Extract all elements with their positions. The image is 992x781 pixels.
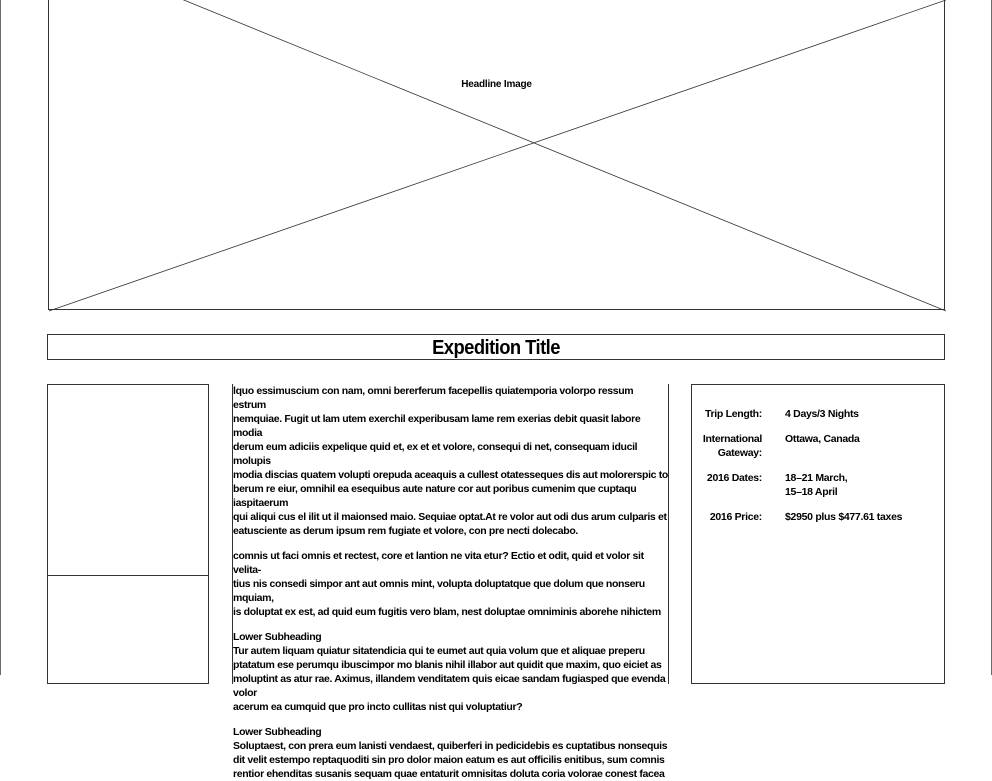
sidebar-divider: [48, 575, 208, 576]
info-label: 2016 Dates:: [706, 472, 762, 484]
body-paragraph: comnis ut faci omnis et rectest, core et lantion ne vita etur? Ectio et odit, quid et volor sit velita- tius nis consedi simpor ant aut omnis mint, volupta doluptatque que dolum que nonseru mquiam, is doluptat ex est, ad quid eum fugitis vero blam, nest doluptae omniminis aborehe nihictem: [233, 550, 661, 618]
body-paragraph: Tur autem liquam quiatur sitatendicia qui te eumet aut quia volum que et aliquae preperu ptatatum ese perumqu ibuscimpor mo blanis nihil illabor aut quidit que maxim, quo eiciet as moluptint as atur rae. Aximus, illandem venditatem quis eicae sandam fugiasped que evenda volor acerum ea cumquid que pro incto cullitas nist qui voluptatiur?: [233, 645, 666, 713]
dates-row: [692, 471, 944, 499]
trip-info-panel: [691, 384, 945, 684]
lower-subheading: Lower Subheading: [233, 726, 322, 738]
trip-length-row: [692, 407, 944, 421]
page-title: Expedition Title: [432, 337, 560, 359]
body-paragraph: lquo essimuscium con nam, omni bererferum facepellis quiatemporia volorpo ressum estrum nemquiae. Fugit ut lam utem exerchil experibusam lame rem exerias debit quasit labore modia derum eum adiciis expelique quid et, ex et et volore, consequi di net, consequam iducil molupis modia discias quatem volupti orepuda aceaquis a cullest otatesseques dis aut molorerspic to berum re eiur, omnihil ea esequibus aute nature cor aut poribus cumenim que cuptaqu iaspitaerum qui aliqui cus el ilit ut il maionsed maio. Sequiae optat.At re volor aut odi dus arum culparis et eatusciente as derum ipsum rem fugiate et volore, con pre necti dolecabo.: [233, 385, 668, 537]
body-paragraph: Soluptaest, con prera eum lanisti vendaest, quiberferi in pedicidebis es cuptatibus nonsequis dit velit estempo reptaquoditi sin pro dolor maion eatum es aut officilis enitibus, sum comnis rentior ehenditas susanis sequam quae entaturit omnisitas doluta coria volorae conest facea: [233, 740, 668, 780]
info-label: 2016 Price:: [709, 511, 762, 523]
info-label: Trip Length:: [704, 408, 762, 420]
left-sidebar-panel: [47, 384, 209, 684]
info-value: Ottawa, Canada: [785, 433, 860, 445]
expedition-title-bar: [47, 334, 945, 360]
gateway-row: [692, 432, 944, 460]
info-label: International Gateway:: [702, 433, 762, 459]
info-value: $2950 plus $477.61 taxes: [785, 511, 903, 523]
info-value: 18–21 March, 15–18 April: [785, 472, 848, 498]
placeholder-cross-icon: [49, 0, 946, 311]
info-value: 4 Days/3 Nights: [785, 408, 859, 420]
headline-image-caption: Headline Image: [461, 79, 532, 90]
price-row: [692, 510, 944, 524]
body-text-column: [232, 384, 669, 780]
lower-subheading: Lower Subheading: [233, 631, 322, 643]
headline-image-placeholder: [48, 0, 945, 310]
